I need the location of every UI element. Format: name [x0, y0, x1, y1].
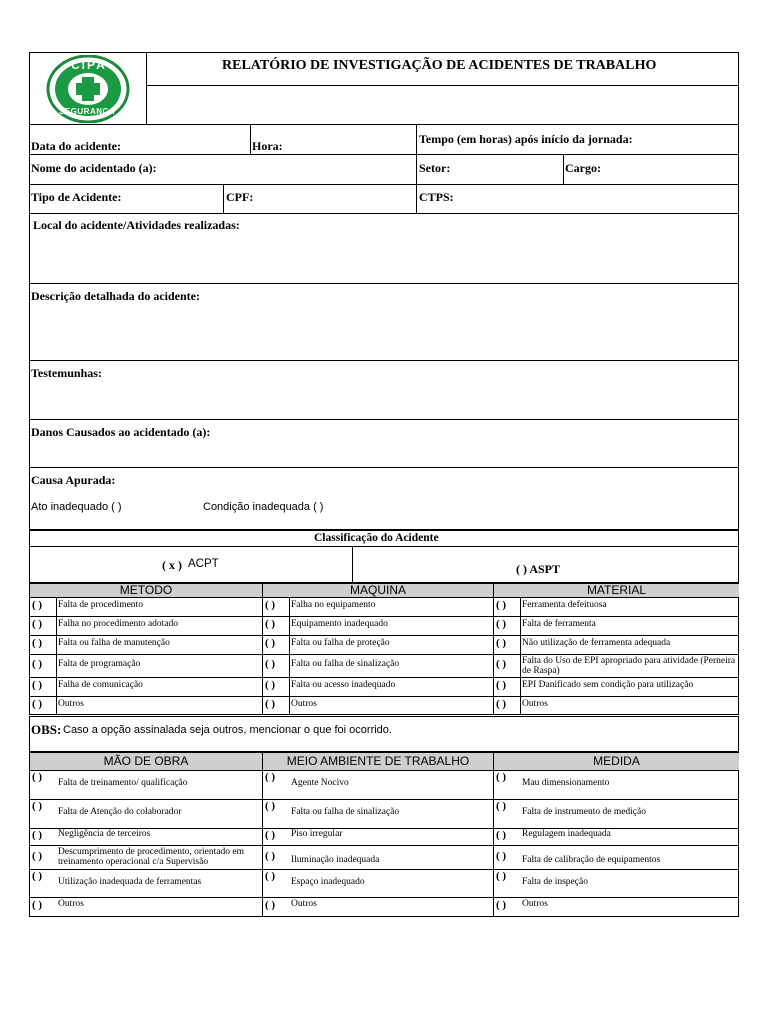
- table2-header-0: MÃO DE OBRA: [30, 753, 262, 770]
- table1-checkbox[interactable]: ( ): [265, 678, 276, 691]
- table1-checkbox[interactable]: ( ): [265, 697, 276, 710]
- table1-option: Equipamento inadequado: [291, 618, 388, 629]
- acpt-mark[interactable]: ( x ): [162, 558, 182, 572]
- field-cargo: Cargo:: [565, 161, 601, 175]
- logo-bottom-text: SEGURANÇA: [59, 107, 116, 116]
- table1-checkbox[interactable]: ( ): [32, 617, 43, 630]
- table2-checkbox[interactable]: ( ): [32, 829, 43, 841]
- table1-checkbox[interactable]: ( ): [32, 697, 43, 710]
- table1-checkbox[interactable]: ( ): [265, 598, 276, 611]
- table2-option: Piso irregular: [291, 829, 343, 839]
- table1-option: Outros: [522, 698, 548, 709]
- classificacao-title: Classificação do Acidente: [314, 532, 439, 544]
- table1-option: EPI Danificado sem condição para utilização: [522, 679, 694, 690]
- field-tempo: Tempo (em horas) após início da jornada:: [419, 132, 633, 146]
- field-local: Local do acidente/Atividades realizadas:: [33, 218, 240, 232]
- table2-option: Outros: [58, 899, 84, 909]
- field-descricao: Descrição detalhada do acidente:: [31, 289, 200, 303]
- table1-checkbox[interactable]: ( ): [32, 657, 43, 670]
- acpt-label: ACPT: [188, 558, 219, 570]
- logo-top-text: CIPA: [71, 58, 107, 72]
- table2-option: Falta de treinamento/ qualificação: [58, 778, 188, 788]
- table1-option: Falta de programação: [58, 658, 141, 669]
- obs-label: OBS:: [31, 722, 62, 737]
- table1-option: Ferramenta defeituosa: [522, 599, 607, 610]
- field-setor: Setor:: [419, 161, 451, 175]
- table1-option: Outros: [58, 698, 84, 709]
- table1-checkbox[interactable]: ( ): [496, 598, 507, 611]
- table2-checkbox[interactable]: ( ): [32, 800, 43, 812]
- table2-checkbox[interactable]: ( ): [32, 850, 43, 862]
- table2-option: Falta de calibração de equipamentos: [522, 855, 661, 865]
- table1-option: Falha no procedimento adotado: [58, 618, 179, 629]
- table2-option: Descumprimento de procedimento, orientado em treinamento operacional c/a Supervisão: [58, 847, 244, 867]
- table2-checkbox[interactable]: ( ): [265, 899, 276, 911]
- table2-checkbox[interactable]: ( ): [265, 800, 276, 812]
- cipa-logo: [46, 55, 130, 123]
- table2-checkbox[interactable]: ( ): [265, 771, 276, 783]
- table2-header-1: MEIO AMBIENTE DE TRABALHO: [263, 753, 493, 770]
- table2-checkbox[interactable]: ( ): [265, 829, 276, 841]
- table1-checkbox[interactable]: ( ): [496, 617, 507, 630]
- table1-option: Falta ou falha de proteção: [291, 637, 390, 648]
- field-nome: Nome do acidentado (a):: [31, 161, 157, 175]
- table1-checkbox[interactable]: ( ): [32, 598, 43, 611]
- table2-option: Regulagem inadequada: [522, 829, 611, 839]
- table1-option: Falta ou falha de manutenção: [58, 637, 170, 648]
- table1-checkbox[interactable]: ( ): [496, 636, 507, 649]
- table1-checkbox[interactable]: ( ): [496, 678, 507, 691]
- table1-option: Falha de comunicação: [58, 679, 143, 690]
- table2-checkbox[interactable]: ( ): [265, 870, 276, 882]
- table1-checkbox[interactable]: ( ): [265, 617, 276, 630]
- table2-option: Utilização inadequada de ferramentas: [58, 877, 202, 887]
- table1-checkbox[interactable]: ( ): [496, 697, 507, 710]
- table2-option: Falta de Atenção do colaborador: [58, 807, 182, 817]
- table1-option: Falta ou acesso inadequado: [291, 679, 396, 690]
- table1-option: Falta de procedimento: [58, 599, 143, 610]
- table1-option: Outros: [291, 698, 317, 709]
- table1-option: Falha no equipamento: [291, 599, 376, 610]
- table2-checkbox[interactable]: ( ): [32, 899, 43, 911]
- table2-option: Falta ou falha de sinalização: [291, 807, 400, 817]
- field-danos: Danos Causados ao acidentado (a):: [31, 425, 211, 439]
- table2-checkbox[interactable]: ( ): [32, 870, 43, 882]
- table2-checkbox[interactable]: ( ): [32, 771, 43, 783]
- table2-checkbox[interactable]: ( ): [265, 850, 276, 862]
- table2-checkbox[interactable]: ( ): [496, 850, 507, 862]
- table2-checkbox[interactable]: ( ): [496, 771, 507, 783]
- table1-checkbox[interactable]: ( ): [496, 657, 507, 670]
- condicao-inadequada-option[interactable]: Condição inadequada ( ): [203, 501, 324, 513]
- table2-option: Negligência de terceiros: [58, 829, 151, 839]
- table2-option: Falta de instrumento de medição: [522, 807, 646, 817]
- table2-option: Espaço inadequado: [291, 877, 365, 887]
- obs-text: Caso a opção assinalada seja outros, mencionar o que foi ocorrido.: [63, 724, 392, 736]
- table2-checkbox[interactable]: ( ): [496, 899, 507, 911]
- table2-header-2: MEDIDA: [494, 753, 739, 770]
- table1-checkbox[interactable]: ( ): [265, 657, 276, 670]
- table2-option: Falta de inspeção: [522, 877, 588, 887]
- table1-header-1: MAQUINA: [263, 584, 493, 597]
- ato-inadequado-option[interactable]: Ato inadequado ( ): [31, 501, 122, 513]
- table2-option: Iluminação inadequada: [291, 855, 380, 865]
- table1-header-2: MATERIAL: [494, 584, 739, 597]
- table1-header-0: METODO: [30, 584, 262, 597]
- table1-option: Falta de ferramenta: [522, 618, 596, 629]
- table2-option: Mau dimensionamento: [522, 778, 610, 788]
- field-ctps: CTPS:: [419, 190, 454, 204]
- field-tipo: Tipo de Acidente:: [31, 190, 122, 204]
- table2-option: Outros: [522, 899, 548, 909]
- table2-option: Agente Nocivo: [291, 778, 349, 788]
- field-causa: Causa Apurada:: [31, 473, 116, 487]
- table1-option: Falta ou falha de sinalização: [291, 658, 400, 669]
- table2-checkbox[interactable]: ( ): [496, 870, 507, 882]
- field-data: Data do acidente:: [31, 139, 121, 153]
- table1-checkbox[interactable]: ( ): [32, 636, 43, 649]
- table1-option: Não utilização de ferramenta adequada: [522, 637, 671, 648]
- table1-option: Falta do Uso de EPI apropriado para atividade (Perneira de Raspa): [522, 656, 736, 676]
- page-title: RELATÓRIO DE INVESTIGAÇÃO DE ACIDENTES DE TRABALHO: [222, 58, 657, 73]
- field-testemunhas: Testemunhas:: [31, 366, 102, 380]
- table2-checkbox[interactable]: ( ): [496, 800, 507, 812]
- table2-option: Outros: [291, 899, 317, 909]
- aspt-option[interactable]: ( ) ASPT: [516, 562, 561, 576]
- field-cpf: CPF:: [226, 190, 254, 204]
- table1-checkbox[interactable]: ( ): [265, 636, 276, 649]
- table2-checkbox[interactable]: ( ): [496, 829, 507, 841]
- field-hora: Hora:: [252, 139, 283, 153]
- table1-checkbox[interactable]: ( ): [32, 678, 43, 691]
